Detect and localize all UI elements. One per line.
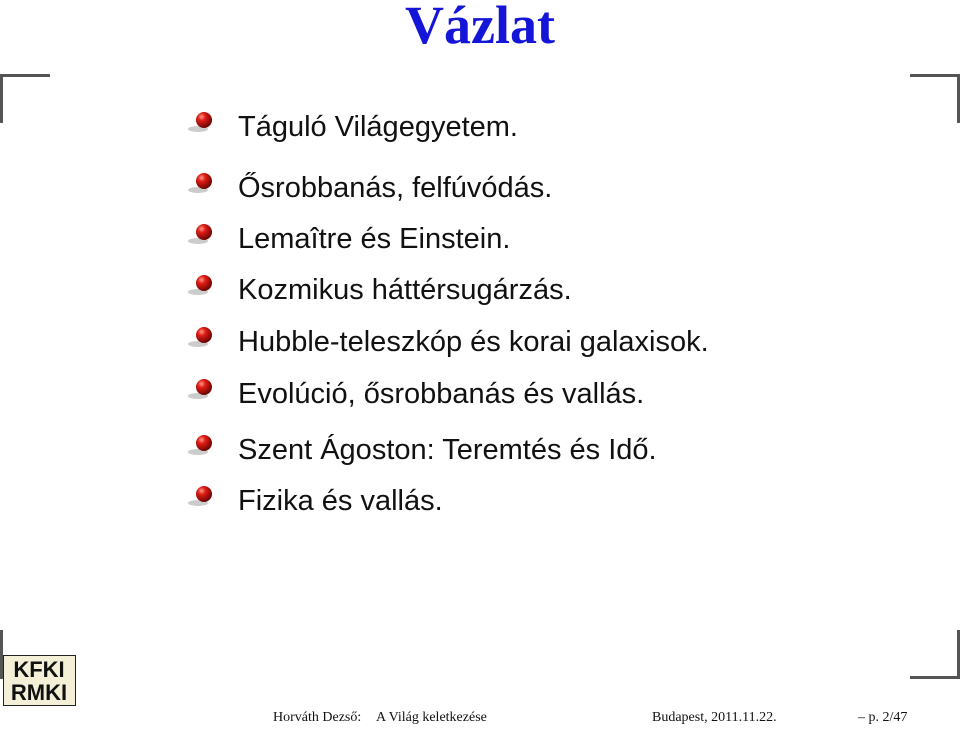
- slide-title: Vázlat: [405, 0, 555, 55]
- red-ball-bullet-icon: [188, 107, 216, 133]
- red-ball-bullet-icon: [188, 374, 216, 400]
- list-item: [0, 168, 900, 208]
- footer-author: Horváth Dezső:: [273, 710, 362, 725]
- bullet-text: Kozmikus háttérsugárzás.: [238, 274, 572, 306]
- bullet-text: Ősrobbanás, felfúvódás.: [238, 172, 553, 204]
- kfki-rmki-logo: [3, 655, 76, 706]
- red-ball-bullet-icon: [188, 219, 216, 245]
- bullet-text: Táguló Világegyetem.: [238, 111, 518, 143]
- list-item: [0, 430, 900, 470]
- footer-page-number: – p. 2/47: [858, 710, 908, 725]
- bullet-text: Fizika és vallás.: [238, 485, 443, 517]
- red-ball-bullet-icon: [188, 322, 216, 348]
- list-item: [0, 270, 900, 310]
- bullet-text: Lemaître és Einstein.: [238, 223, 511, 255]
- bullet-text: Hubble-teleszkóp és korai galaxisok.: [238, 326, 709, 358]
- red-ball-bullet-icon: [188, 430, 216, 456]
- bullet-text: Evolúció, ősrobbanás és vallás.: [238, 378, 645, 410]
- list-item: [0, 219, 900, 259]
- red-ball-bullet-icon: [188, 168, 216, 194]
- red-ball-bullet-icon: [188, 270, 216, 296]
- list-item: [0, 374, 900, 414]
- footer-talk-title: A Világ keletkezése: [376, 710, 487, 725]
- list-item: [0, 107, 900, 147]
- footer-date: Budapest, 2011.11.22.: [652, 710, 777, 725]
- list-item: [0, 322, 900, 362]
- logo-line1: KFKI: [13, 657, 65, 682]
- logo-line2: RMKI: [10, 680, 68, 705]
- list-item: [0, 481, 900, 521]
- red-ball-bullet-icon: [188, 481, 216, 507]
- bullet-text: Szent Ágoston: Teremtés és Idő.: [238, 434, 657, 466]
